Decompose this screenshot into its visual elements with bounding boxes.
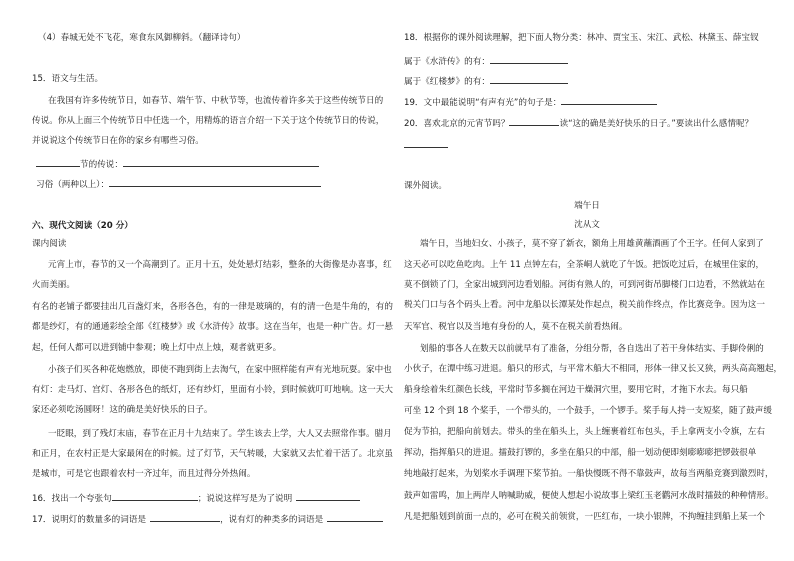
question-16-part-a: 16．找出一个夸张句	[32, 494, 112, 504]
custom-answer-blank[interactable]	[109, 177, 321, 187]
passage-line: 天军官、税官以及当地有身份的人，莫不在税关前看热闹。	[404, 322, 628, 332]
q20-blank-2[interactable]	[404, 138, 448, 148]
question-20	[404, 116, 753, 130]
question-19-text: 19．文中最能说明“有声有光”的句子是：	[404, 98, 562, 108]
passage-line: 纯地敲打起来，为划桨水手调理下桨节拍。一船快慢既不得不靠鼓声，故每当两船竞赛到激烈时，	[404, 469, 774, 479]
article-title: 端午日	[574, 201, 600, 211]
question-18-honglou	[404, 74, 568, 88]
passage-line: 有名的老铺子都要挂出几百盏灯来，各形各色，有的一律是玻璃的，有的清一色是牛角的，有的	[32, 302, 393, 312]
question-15-custom-line	[36, 177, 321, 191]
question-15-body-1: 在我国有许多传统节日，如春节、端午节、中秋节等，也流传着许多关于这些传统节日的	[48, 96, 384, 106]
passage-line: 船身绘着朱红颜色长线，平常时节多搁在河边干燥洞穴里，要用它时，才拖下水去。每只船	[404, 385, 748, 395]
honglou-label: 属于《红楼梦》的有：	[404, 77, 490, 87]
question-20-part-b: 读“这的确是美好快乐的日子。”要读出什么感情呢？	[559, 119, 754, 129]
question-17-part-b: ，说有灯的种类多的词语是	[220, 515, 324, 525]
article-author: 沈从文	[574, 220, 600, 230]
legend-label: 节的传说：	[80, 160, 123, 170]
passage-line: 莫不倒锁了门，全家出城到河边看划船。河街有熟人的，可到河街吊脚楼门口边看，不然就站在	[404, 280, 765, 290]
passage-line: 可坐 12 个到 18 个桨手，一个带头的，一个鼓手，一个锣手。桨手每人持一支短桨，随了鼓声缓	[404, 406, 772, 416]
passage-line: 税关门口与各个码头上看。河中龙船以长潭某处作起点，税关前作终点，作比赛竞争。因为这一	[404, 300, 765, 310]
extra-reading-label: 课外阅读。	[404, 181, 447, 191]
passage-line: 挥动，指挥船只的进退。擂鼓打锣的，多坐在船只的中部，船一划动便即刻嘭嘭嘭把锣鼓很单	[404, 448, 757, 458]
q19-blank[interactable]	[561, 95, 657, 105]
question-18: 18．根据你的课外阅读理解，把下面人物分类：林冲、贾宝玉、宋江、武松、林黛玉、薛宝钗	[404, 33, 759, 43]
passage-line: 这天必可以吃鱼吃肉。上午 11 点钟左右，全茶峒人就吃了午饭。把饭吃过后，在城里住家的，	[404, 260, 765, 270]
q16-blank-2[interactable]	[296, 491, 360, 501]
passage-line: 小孩子们买各种花炮燃放，即使不跑到街上去淘气，在家中照样能有声有光地玩耍。家中也	[48, 365, 392, 375]
passage-line: 一眨眼，到了残灯末庙，春节在正月十九结束了。学生该去上学，大人又去照常作事。腊月	[48, 429, 392, 439]
passage-line: 火而美丽。	[32, 280, 75, 290]
section-six-title: 六、现代文阅读（20 分）	[32, 221, 133, 231]
question-16	[32, 491, 360, 505]
inclass-reading-label: 课内阅读	[32, 239, 67, 249]
question-20-answer-line	[404, 138, 448, 152]
question-15-title: 15．语文与生活。	[32, 74, 104, 84]
passage-line: 小伙子，在潭中练习进退。船只的形式，与平常木船大不相同，形体一律又长又狭，两头高高翘起，	[404, 364, 783, 374]
question-17	[32, 512, 383, 526]
q17-blank-2[interactable]	[327, 512, 383, 522]
passage-line: 促为节拍，把船向前划去。带头的坐在船头上，头上缠裹着红布包头，手上拿两支小令旗，左右	[404, 427, 765, 437]
passage-line: 家还必须吃汤圆呀！这的确是美好快乐的日子。	[32, 405, 213, 415]
question-15-body-3: 并说说这个传统节日在你的家乡有哪些习俗。	[32, 136, 204, 146]
question-15-legend-line	[36, 157, 319, 171]
passage-line: 元宵上市，春节的又一个高潮到了。正月十五，处处悬灯结彩，整条的大街像是办喜事，红	[48, 260, 392, 270]
question-15-body-2: 传说。你从上面三个传统节日中任选一个，用精炼的语言介绍一下关于这个传统节日的传说，	[32, 116, 385, 126]
question-19	[404, 95, 657, 109]
passage-line: 都是纱灯，有的通通彩绘全部《红楼梦》或《水浒传》故事。这在当年，也是一种广告。灯一悬	[32, 322, 393, 332]
q20-blank-1[interactable]	[509, 116, 559, 126]
passage-line: 和正月，在农村正是大家最闲在的时候。过了灯节，天气转暖，大家就又去忙着干活了。北京虽	[32, 449, 393, 459]
shuihu-label: 属于《水浒传》的有：	[404, 57, 490, 67]
question-16-part-b: ；说说这样写是为了说明	[197, 494, 293, 504]
festival-name-blank[interactable]	[36, 157, 80, 167]
question-18-shuihu	[404, 54, 568, 68]
question-14-4: （4）春城无处不飞花，寒食东风御柳斜。（翻译诗句）	[38, 33, 246, 43]
passage-line: 端午日，当地妇女、小孩子，莫不穿了新衣，额角上用雄黄蘸酒画了个王字。任何人家到了	[420, 239, 764, 249]
passage-line: 有灯：走马灯、宫灯、各形各色的纸灯，还有纱灯，里面有小铃，到时候就叮叮地响。这一天大	[32, 385, 393, 395]
q17-blank-1[interactable]	[150, 512, 220, 522]
custom-label: 习俗（两种以上）：	[36, 180, 110, 190]
passage-line: 凡是把船划到前面一点的，必可在税关前领赏，一匹红布，一块小银牌，不拘缠挂到船上某一个	[404, 512, 765, 522]
passage-line: 划船的事各人在数天以前就早有了准备，分组分帮，各自选出了若干身体结实、手脚伶俐的	[420, 344, 764, 354]
passage-line: 是城市，可是它也跟着农村一齐过年，而且过得分外热闹。	[32, 469, 256, 479]
question-17-part-a: 17．说明灯的数量多的词语是	[32, 515, 147, 525]
passage-line: 鼓声如雷鸣，加上两岸人呐喊助威，便使人想起小说故事上梁红玉老鹳河水战时擂鼓的种种情形。	[404, 491, 774, 501]
shuihu-blank[interactable]	[490, 54, 568, 64]
question-20-part-a: 20．喜欢北京的元宵节吗？	[404, 119, 510, 129]
honglou-blank[interactable]	[490, 74, 568, 84]
passage-line: 起，任何人都可以进到铺中参观；晚上灯中点上烛，观者就更多。	[32, 343, 282, 353]
q16-blank-1[interactable]	[112, 491, 198, 501]
legend-answer-blank[interactable]	[123, 157, 319, 167]
